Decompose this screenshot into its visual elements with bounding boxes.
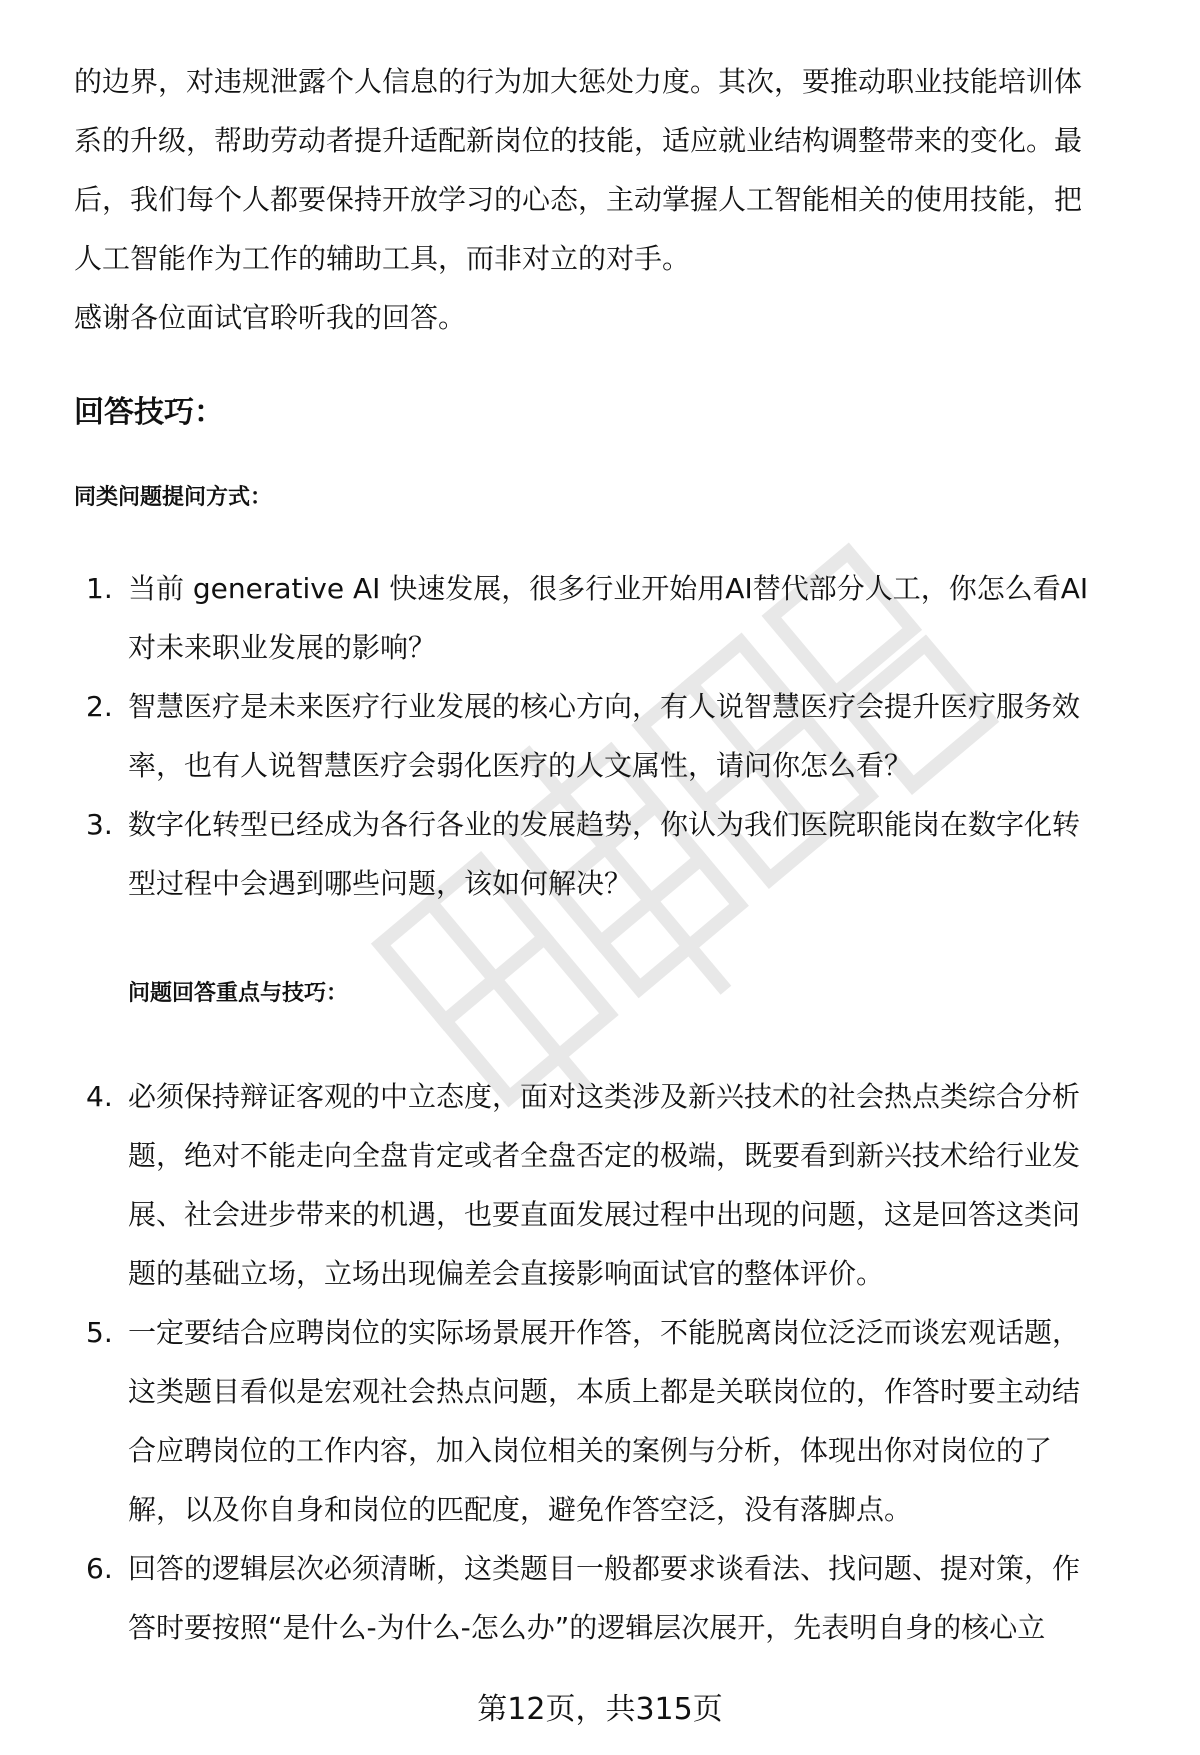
item-line: 智慧医疗是未来医疗行业发展的核心方向，有人说智慧医疗会提升医疗服务效 <box>128 690 1081 723</box>
item-line: 率，也有人说智慧医疗会弱化医疗的人文属性，请问你怎么看？ <box>128 749 913 782</box>
list-item <box>74 1067 1144 1303</box>
list-item <box>74 677 1144 795</box>
section-title: 回答技巧： <box>74 395 224 430</box>
item-number: 1. <box>86 572 113 605</box>
list-item <box>74 795 1144 913</box>
intro-line: 系的升级，帮助劳动者提升适配新岗位的技能，适应就业结构调整带来的变化。最 <box>74 124 1083 157</box>
page-number: 第12页，共315页 <box>477 1692 723 1727</box>
item-number: 4. <box>86 1080 113 1113</box>
item-line: 型过程中会遇到哪些问题，该如何解决？ <box>128 867 633 900</box>
item-number: 2. <box>86 690 113 723</box>
intro-line: 人工智能作为工作的辅助工具，而非对立的对手。 <box>74 242 691 275</box>
item-line: 这类题目看似是宏观社会热点问题，本质上都是关联岗位的，作答时要主动结 <box>128 1375 1081 1408</box>
list-item <box>74 1303 1144 1539</box>
item-number: 5. <box>86 1316 113 1349</box>
tips-heading: 问题回答重点与技巧： <box>128 981 349 1006</box>
item-number: 3. <box>86 808 113 841</box>
item-line: 展、社会进步带来的机遇，也要直面发展过程中出现的问题，这是回答这类问 <box>128 1198 1081 1231</box>
intro-line: 的边界，对违规泄露个人信息的行为加大惩处力度。其次，要推动职业技能培训体 <box>74 65 1083 98</box>
tips-list <box>74 1067 1144 1657</box>
similar-questions-list <box>74 559 1144 913</box>
list-item <box>74 1539 1144 1657</box>
list-item <box>74 559 1144 677</box>
item-line: 对未来职业发展的影响？ <box>128 631 437 664</box>
item-line: 回答的逻辑层次必须清晰，这类题目一般都要求谈看法、找问题、提对策，作 <box>128 1552 1081 1585</box>
item-number: 6. <box>86 1552 113 1585</box>
item-line: 合应聘岗位的工作内容，加入岗位相关的案例与分析，体现出你对岗位的了 <box>128 1434 1053 1467</box>
similar-questions-heading: 同类问题提问方式： <box>74 485 273 510</box>
item-line: 题，绝对不能走向全盘肯定或者全盘否定的极端，既要看到新兴技术给行业发 <box>128 1139 1081 1172</box>
item-line: 答时要按照“是什么-为什么-怎么办”的逻辑层次展开，先表明自身的核心立 <box>128 1611 1046 1644</box>
intro-line: 后，我们每个人都要保持开放学习的心态，主动掌握人工智能相关的使用技能，把 <box>74 183 1083 216</box>
item-line: 数字化转型已经成为各行各业的发展趋势，你认为我们医院职能岗在数字化转 <box>128 808 1081 841</box>
item-line: 解，以及你自身和岗位的匹配度，避免作答空泛，没有落脚点。 <box>128 1493 913 1526</box>
item-line: 必须保持辩证客观的中立态度，面对这类涉及新兴技术的社会热点类综合分析 <box>128 1080 1081 1113</box>
document-body <box>74 52 1144 1657</box>
closing-line: 感谢各位面试官聆听我的回答。 <box>74 301 467 334</box>
item-line: 一定要结合应聘岗位的实际场景展开作答，不能脱离岗位泛泛而谈宏观话题， <box>128 1316 1081 1349</box>
item-line: 当前 generative AI 快速发展，很多行业开始用AI替代部分人工，你怎么看AI <box>128 572 1089 605</box>
item-line: 题的基础立场，立场出现偏差会直接影响面试官的整体评价。 <box>128 1257 885 1290</box>
